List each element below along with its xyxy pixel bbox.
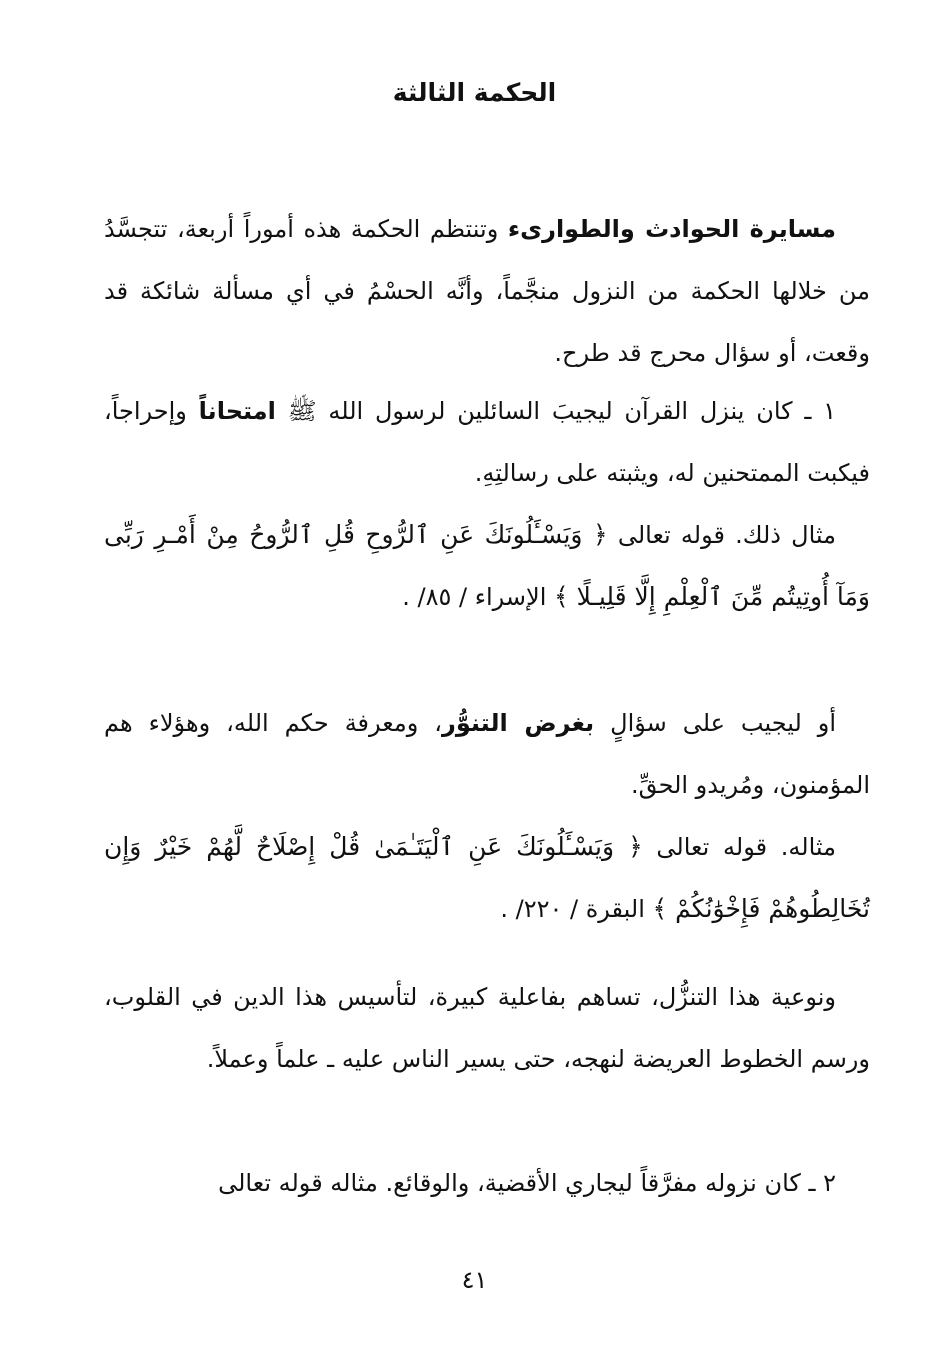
example-2-reference: البقرة / ٢٢٠/ . xyxy=(500,895,653,923)
intro-bold-lead: مسايرة الحوادث والطوارىء xyxy=(507,215,837,243)
example-1-paragraph xyxy=(104,504,870,628)
page-number: ٤١ xyxy=(461,1266,488,1294)
point-2-paragraph xyxy=(104,1152,870,1214)
paragraph-2-text-2: ، ومعرفة حكم الله، وهؤلاء هم المؤمنون، ومُريدو الحقِّ. xyxy=(104,709,870,799)
point-1-text: ١ ـ كان ينزل القرآن ليجيبَ السائلين لرسول الله ﷺ xyxy=(275,397,837,425)
point-1-text-2: وإحراجاً، فيكبت الممتحنين له، ويثبته على رسالتِهِ. xyxy=(104,397,870,487)
point-1-bold: امتحاناً xyxy=(198,397,276,425)
example-1-lead: مثال ذلك. قوله تعالى xyxy=(607,521,837,549)
point-1-paragraph xyxy=(104,380,870,504)
paragraph-2 xyxy=(104,692,870,816)
page-title: الحكمة الثالثة xyxy=(392,78,557,107)
example-1-quran-verse: ﴿ وَيَسْـَٔلُونَكَ عَنِ ٱلرُّوحِ قُلِ ٱلرُّوحُ مِنْ أَمْـرِ رَبِّى وَمَآ أُوتِيتُم مِّنَ ٱلْعِلْمِ إِلَّا قَلِيـلًا ﴾ xyxy=(104,520,870,611)
example-1-reference: الإسراء / ٨٥/ . xyxy=(402,583,554,611)
example-2-lead: مثاله. قوله تعالى xyxy=(642,833,837,861)
intro-paragraph xyxy=(104,198,870,384)
example-2-paragraph xyxy=(104,816,870,940)
intro-text: وتنتظم الحكمة هذه أموراً أربعة، تتجسَّدُ من خلالها الحكمة من النزول منجَّماً، وأنَّه الحسْمُ في أي مسألة شائكة قد وقعت، أو سؤال محرج قد طرح. xyxy=(104,215,870,367)
paragraph-3 xyxy=(104,966,870,1090)
paragraph-3-text: ونوعية هذا التنزُّل، تساهم بفاعلية كبيرة، لتأسيس هذا الدين في القلوب، ورسم الخطوط العريضة لنهجه، حتى يسير الناس عليه ـ علماً وعملاً. xyxy=(104,983,870,1073)
example-2-quran-verse: ﴿ وَيَسْـَٔلُونَكَ عَنِ ٱلْيَتَـٰمَىٰ قُلْ إِصْلَاحٌ لَّهُمْ خَيْرٌ وَإِن تُخَالِطُوهُمْ فَإِخْوَٰنُكُمْ ﴾ xyxy=(104,832,870,923)
point-2-text: ٢ ـ كان نزوله مفرَّقاً ليجاري الأقضية، والوقائع. مثاله قوله تعالى xyxy=(218,1169,836,1197)
paragraph-2-text: أو ليجيب على سؤالٍ xyxy=(594,709,837,737)
paragraph-2-bold: بغرض التنوُّر xyxy=(442,709,595,737)
